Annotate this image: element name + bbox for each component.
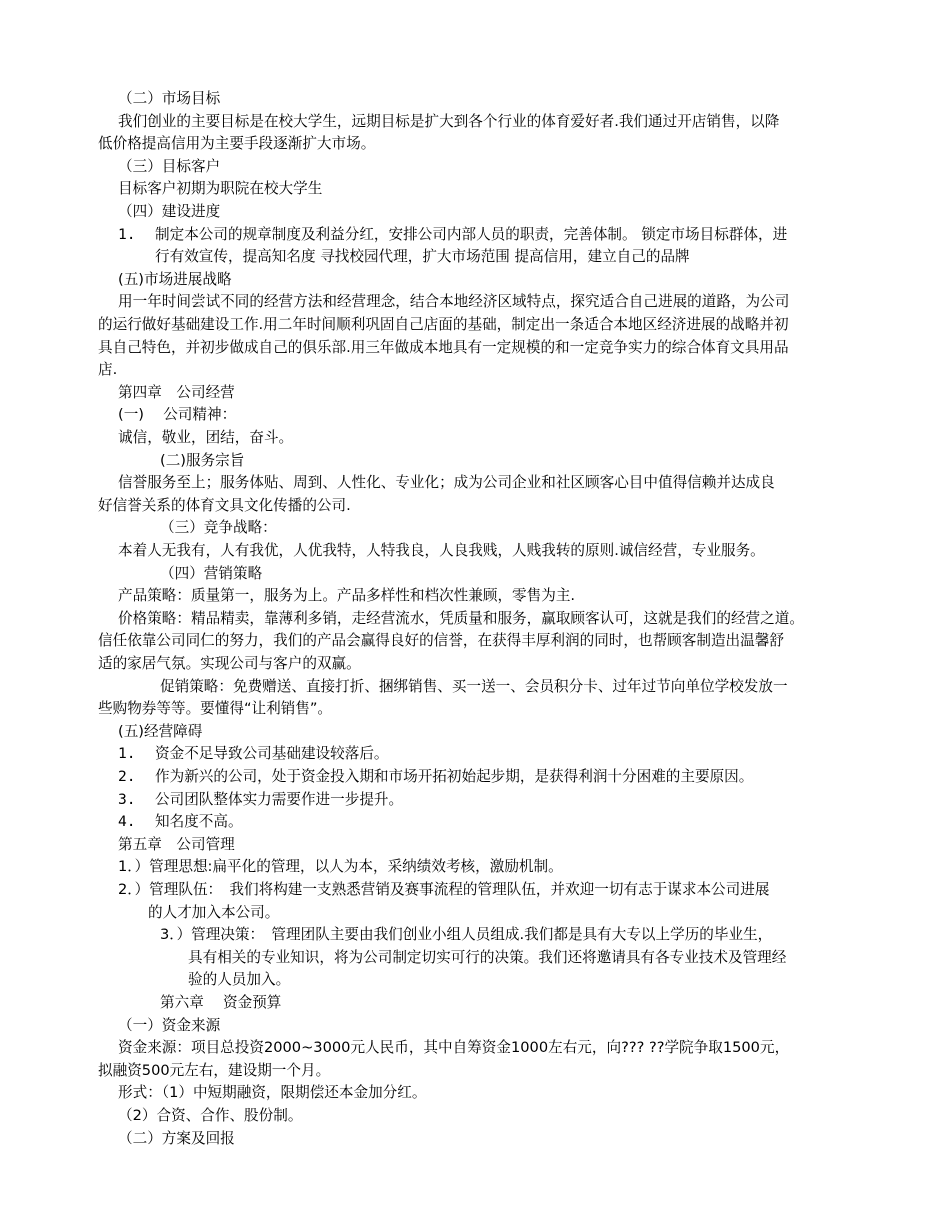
chapter-heading: 第五章 公司管理 (118, 835, 235, 853)
paragraph-line: 产品策略：质量第一，服务为上。产品多样性和档次性兼顾，零售为主. (118, 587, 576, 605)
chapter-heading: 第四章 公司经营 (118, 383, 235, 401)
list-text: 公司团队整体实力需要作进一步提升。 (155, 790, 404, 808)
paragraph-line: 目标客户初期为职院在校大学生 (118, 180, 323, 198)
paragraph-line: 我们创业的主要目标是在校大学生，远期目标是扩大到各个行业的体育爱好者.我们通过开店销售，以降 (118, 112, 780, 130)
list-number: 2. (118, 768, 136, 785)
chapter-heading: 第六章 资金预算 (160, 994, 282, 1011)
section-heading: (二)服务宗旨 (160, 451, 245, 469)
list-text: 制定本公司的规章制度及利益分红，安排公司内部人员的职责，完善体制。 锁定市场目标群体，进 (155, 225, 788, 243)
paragraph-line: 好信誉关系的体育文具文化传播的公司. (98, 496, 351, 514)
list-item: 1．）管理思想:扁平化的管理，以人为本，采纳绩效考核，激励机制。 (118, 858, 563, 876)
paragraph-line: 些购物券等等。要懂得“让利销售”。 (98, 700, 333, 718)
list-number: 1. (118, 225, 136, 243)
paragraph-line: 的运行做好基础建设工作.用二年时间顺利巩固自己店面的基础，制定出一条适合本地区经济进展的战略并初 (98, 316, 789, 333)
list-item (118, 766, 753, 789)
section-heading: (五)市场进展战略 (118, 270, 232, 288)
section-heading: (五)经营障碍 (118, 722, 203, 740)
paragraph-line: 信任依靠公司同仁的努力，我们的产品会赢得良好的信誉，在获得丰厚利润的同时，也帮顾客制造出温馨舒 (98, 632, 784, 650)
paragraph-line: 本着人无我有，人有我优，人优我特，人特我良，人良我贱，人贱我转的原则.诚信经营，专业服务。 (118, 542, 765, 559)
paragraph-line: 具自己特色，并初步做成自己的俱乐部.用三年做成本地具有一定规模的和一定竞争实力的综合体育文具用品 (98, 338, 789, 356)
list-number: 3. (118, 790, 136, 808)
section-heading: （四）营销策略 (160, 564, 263, 582)
list-text: 知名度不高。 (155, 813, 243, 831)
list-number: 4. (118, 813, 136, 831)
section-heading: （二）方案及回报 (118, 1129, 235, 1147)
paragraph-line: （2）合资、合作、股份制。 (118, 1107, 303, 1124)
list-number: 1. (118, 745, 136, 763)
paragraph-line: 用一年时间尝试不同的经营方法和经营理念，结合本地经济区域特点，探究适合自己进展的道路，为公司 (118, 293, 790, 311)
list-item: 2．）管理队伍： 我们将构建一支熟悉营销及赛事流程的管理队伍，并欢迎一切有志于谋求本公司进展 (118, 881, 770, 898)
paragraph-line: 促销策略：免费赠送、直接打折、捆绑销售、买一送一、会员积分卡、过年过节向单位学校发放一 (160, 677, 788, 695)
paragraph-line: 资金来源：项目总投资2000~3000元人民币，其中自筹资金1000左右元，向??? ??学院争取1500元， (118, 1039, 790, 1057)
section-heading: （四）建设进度 (118, 203, 221, 220)
section-heading: （二）市场目标 (118, 90, 221, 107)
section-heading: （三）竞争战略： (160, 519, 277, 537)
list-item (118, 743, 389, 766)
section-heading: （三）目标客户 (118, 157, 221, 175)
list-item (118, 811, 243, 834)
paragraph-line: 低价格提高信用为主要手段逐渐扩大市场。 (98, 135, 376, 153)
paragraph-line: 诚信，敬业，团结，奋斗。 (118, 429, 294, 446)
list-item-continuation: 的人才加入本公司。 (148, 903, 280, 921)
list-item (118, 224, 787, 247)
section-heading: (一) 公司精神： (118, 406, 237, 424)
list-text: 作为新兴的公司，处于资金投入期和市场开拓初始起步期，是获得利润十分困难的主要原因。 (155, 768, 754, 785)
paragraph-line: 价格策略：精品精卖，靠薄利多销，走经营流水，凭质量和服务，赢取顾客认可，这就是我们的经营之道。 (118, 609, 804, 627)
paragraph-line: 形式：（1）中短期融资，限期偿还本金加分红。 (118, 1084, 427, 1102)
paragraph-line: 信誉服务至上；服务体贴、周到、人性化、专业化；成为公司企业和社区顾客心目中值得信赖并达成良 (118, 474, 775, 492)
paragraph-line: 适的家居气氛。实现公司与客户的双赢。 (98, 655, 361, 672)
list-item-continuation: 具有相关的专业知识，将为公司制定切实可行的决策。我们还将邀请具有各专业技术及管理经 (188, 948, 787, 966)
list-item-continuation: 验的人员加入。 (188, 971, 291, 989)
paragraph-line: 拟融资500元左右，建设期一个月。 (98, 1061, 331, 1079)
section-heading: （一）资金来源 (118, 1016, 221, 1034)
list-item: 3．）管理决策： 管理团队主要由我们创业小组人员组成.我们都是具有大专以上学历的毕业生， (160, 926, 773, 944)
list-item-continuation: 行有效宣传，提高知名度 寻找校园代理，扩大市场范围 提高信用，建立自己的品牌 (155, 248, 690, 266)
list-item (118, 789, 403, 812)
list-text: 资金不足导致公司基础建设较落后。 (155, 745, 389, 763)
paragraph-line: 店. (98, 361, 118, 379)
